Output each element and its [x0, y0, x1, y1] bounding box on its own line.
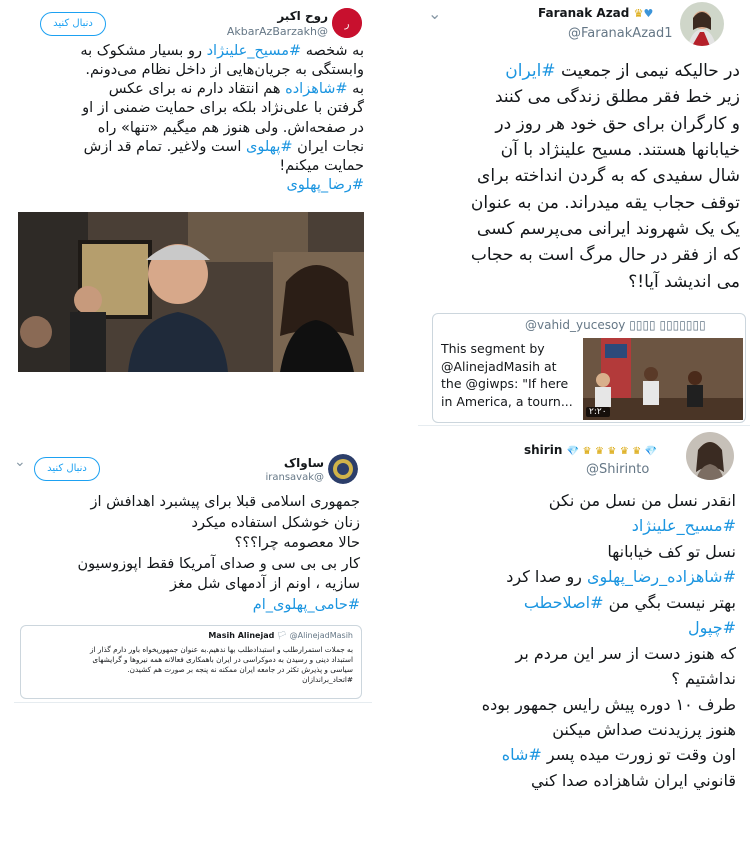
tweet-text-span: زیر خط فقر مطلق زندگی می کنند [494, 87, 740, 108]
quoted-handle[interactable] [525, 318, 706, 332]
tweet-line [430, 590, 736, 615]
tweet-text [20, 492, 360, 615]
avatar[interactable] [680, 2, 724, 46]
tweet-text [430, 488, 736, 793]
tweet-line [22, 61, 364, 80]
tweet-text-span: کار بی بی سی و صدای آمریکا فقط اپوزوسیون [77, 555, 360, 572]
tweet-line [430, 641, 736, 666]
tweet-text [22, 42, 364, 195]
tweet-text-span: هنوز پرزیدنت صداش میکنن [552, 719, 736, 739]
tweet-line [434, 242, 740, 268]
hashtag-link[interactable]: #مسیح_علینژاد [631, 516, 736, 536]
display-name[interactable]: روح اکبر [277, 9, 328, 23]
quoted-line: in America, a tourn... [441, 393, 573, 409]
tweet-text-span: حالا معصومه چرا؟؟؟ [234, 535, 360, 552]
tweet-text-span: جمهوری اسلامی قبلا برای پیشبرد اهدافش از [90, 494, 360, 510]
tweet-line [430, 564, 736, 589]
tweet-text-span: شال سفیدی که به گردن انداخته برای [477, 166, 740, 187]
user-handle[interactable]: @iransavak [265, 472, 324, 483]
display-name[interactable] [524, 443, 657, 457]
tweet-line [20, 513, 360, 534]
tweet-line [434, 137, 740, 163]
crown-icon: ♛ [633, 7, 644, 20]
video-thumbnail[interactable] [583, 338, 743, 420]
tweet-line [434, 190, 740, 216]
quoted-line: @AlinejadMasih at [441, 358, 557, 374]
tweet-line [20, 574, 360, 595]
hashtag-link[interactable]: #شاهزاده_رضا_پهلوی [586, 567, 736, 587]
tweet-line [430, 742, 736, 767]
hashtag-link[interactable]: #مسیح_علینژاد [206, 43, 302, 59]
tweet-line [430, 666, 736, 691]
tweet-line [430, 768, 736, 793]
tweet-line [434, 84, 740, 110]
tweet-text-span: یک یک شهروند ایرانی می‌پرسم کسی [476, 219, 740, 240]
hashtag-link[interactable]: #رضا_پهلوی [286, 176, 364, 193]
chevron-down-icon[interactable]: ⌄ [428, 4, 442, 23]
tweet-text-span: سازیه ، اونم از آدمهای شل مغز [169, 576, 360, 593]
emoji-badges-icon: 💎 ♛ ♛ ♛ ♛ ♛ 💎 [566, 446, 658, 457]
tweet-line [20, 533, 360, 554]
quoted-line: #اتحاد_براندازان [302, 675, 353, 685]
user-handle[interactable]: @AkbarAzBarzakh [226, 25, 328, 38]
chevron-down-icon[interactable]: ⌄ [14, 454, 26, 470]
tweet-text-span: زنان خوشکل استفاده میکرد [191, 514, 360, 531]
user-handle[interactable]: @Shirinto [586, 462, 650, 477]
quoted-text [441, 340, 576, 410]
quoted-line: the @giwps: "If here [441, 376, 569, 391]
quoted-handle: @AlinejadMasih [289, 631, 353, 640]
tweet-text-span: که هنوز دست از سر این مردم بر [515, 643, 736, 663]
tweet-card-akbar [14, 0, 372, 372]
tweet-line [22, 99, 364, 118]
hashtag-link[interactable]: #ایران [505, 61, 556, 81]
tweet-text-span: قانوني ایران شاهزاده صدا کني [530, 770, 736, 790]
quoted-tweet[interactable] [20, 625, 362, 699]
quoted-line: سیاسی و پذیرش تکثر در جامعه ایران ممکنه نه پنجه بر صورت هم کشیدن. [127, 665, 353, 675]
quoted-name: Masih Alinejad [208, 631, 275, 640]
divider [418, 425, 750, 426]
quoted-tweet[interactable] [432, 313, 746, 423]
tweet-line [430, 488, 736, 513]
follow-button[interactable]: دنبال کنید [40, 12, 106, 36]
hashtag-link[interactable]: #شاهزاده [285, 81, 348, 98]
tweet-text-span: هم انتقاد دارم نه برای عکس [108, 81, 286, 98]
tweet-text-span: طرف ۱۰ دوره پیش رایس جمهور بوده [481, 694, 736, 714]
tweet-line [20, 492, 360, 513]
tweet-text-span: توقف حجاب یقه میدراند. من به عنوان [470, 192, 740, 213]
tweet-line [430, 615, 736, 640]
user-handle[interactable]: @FaranakAzad1 [568, 26, 673, 41]
display-name[interactable] [538, 6, 653, 20]
tweet-text-span: به [347, 81, 364, 98]
tweet-line [20, 595, 360, 616]
avatar[interactable] [328, 454, 358, 484]
quoted-line: This segment by [441, 341, 545, 356]
quoted-line: استبداد دینی و رسیدن به دموکراسی در ایران باهمکاری فعالانه همه نیروها و گرایشهای [92, 655, 353, 665]
tweet-line [434, 269, 740, 295]
hashtag-link[interactable]: #چپول [687, 618, 736, 638]
tweet-line [430, 717, 736, 742]
tweet-line [434, 163, 740, 189]
tweet-line [430, 692, 736, 717]
tweet-line [22, 42, 364, 61]
tweet-line [434, 111, 740, 137]
tweet-text-span: و کارگران برای حق خود هر روز در [495, 113, 740, 134]
tweet-text-span: خیابانها هستند. مسیح علینژاد با آن [500, 140, 740, 161]
tweet-text [434, 58, 740, 295]
tweet-text-span: رو بسیار مشکوک به [80, 43, 207, 59]
tweet-text-span: بهتر نیست بگي من [603, 592, 736, 612]
avatar[interactable] [686, 432, 734, 480]
display-name[interactable]: ساواک [283, 456, 324, 470]
tweet-text-span: در صفحه‌اش. ولی هنوز هم میگیم «تنها» راه [97, 119, 364, 136]
tweet-text-span: در حالیکه نیمی از جمعیت [555, 61, 740, 81]
quoted-author[interactable] [208, 631, 353, 640]
tweet-card-savak [14, 440, 372, 702]
tweet-text-span: وابستگی به جریان‌هایی از داخل نظام می‌دونم. [85, 62, 364, 79]
hashtag-link[interactable]: #شاه [501, 745, 542, 765]
tweet-text-span: رو صدا کرد [506, 567, 587, 587]
quoted-text [29, 645, 353, 685]
video-duration: ۲:۲۰ [586, 407, 610, 417]
flag-icon: 🏳 [276, 631, 288, 640]
quoted-handle-text: @vahid_yucesoy [525, 318, 626, 332]
tweet-text-span: که از فقر در حال مرگ است به حجاب [470, 245, 740, 266]
tweet-text-span: به شخصه [301, 43, 364, 59]
tweet-text-span: نسل تو کف خیابانها [607, 541, 736, 561]
tweet-text-span: می اندیشد آیا!؟ [628, 271, 740, 292]
tweet-line [22, 80, 364, 99]
tweet-text-span: گرفتن با علی‌نژاد بلکه برای حمایت ضمنی از او [82, 100, 364, 117]
divider [14, 702, 372, 703]
tweet-text-span: حمایت میکنم! [279, 157, 364, 174]
tweet-text-span: انقدر نسل من نسل من نکن [548, 491, 736, 510]
tweet-card-shirin [424, 426, 750, 850]
display-name-text: shirin [524, 443, 563, 457]
quoted-line: به جملات استمرارطلب و استبدادطلب بها ندهیم.به عنوان جمهوریخواه باور دارم گذار از [90, 645, 353, 654]
hashtag-link[interactable]: #اصلاحطب [523, 592, 604, 612]
tweet-text-span: اون وقت تو زورت میده پسر [541, 745, 736, 765]
tweet-text-span: نداشتیم ؟ [671, 669, 736, 689]
heart-icon: ♥ [643, 7, 654, 20]
hashtag-link[interactable]: #پهلوی [246, 138, 293, 155]
tweet-line [22, 138, 364, 157]
display-name-text: Faranak Azad [538, 6, 630, 20]
tweet-line [22, 176, 364, 195]
flag-emoji-icon: ▯▯▯▯ ▯▯▯▯▯▯▯ [629, 318, 706, 332]
tweet-line [22, 157, 364, 176]
tweet-text-span: نجات ایران [292, 138, 364, 155]
tweet-line [20, 554, 360, 575]
tweet-line [434, 216, 740, 242]
tweet-line [430, 513, 736, 538]
tweet-line [434, 58, 740, 84]
tweet-text-span: است ولاغیر. تمام قد ازش [83, 138, 247, 155]
avatar[interactable] [332, 8, 362, 38]
svg-text:ر: ر [344, 19, 350, 30]
tweet-line [430, 539, 736, 564]
follow-button[interactable]: دنبال کنید [34, 457, 100, 481]
hashtag-link[interactable]: #حامی_پهلوی_ام [252, 596, 360, 613]
tweet-card-faranak [420, 0, 750, 425]
tweet-photo[interactable] [18, 212, 364, 372]
tweet-line [22, 119, 364, 138]
